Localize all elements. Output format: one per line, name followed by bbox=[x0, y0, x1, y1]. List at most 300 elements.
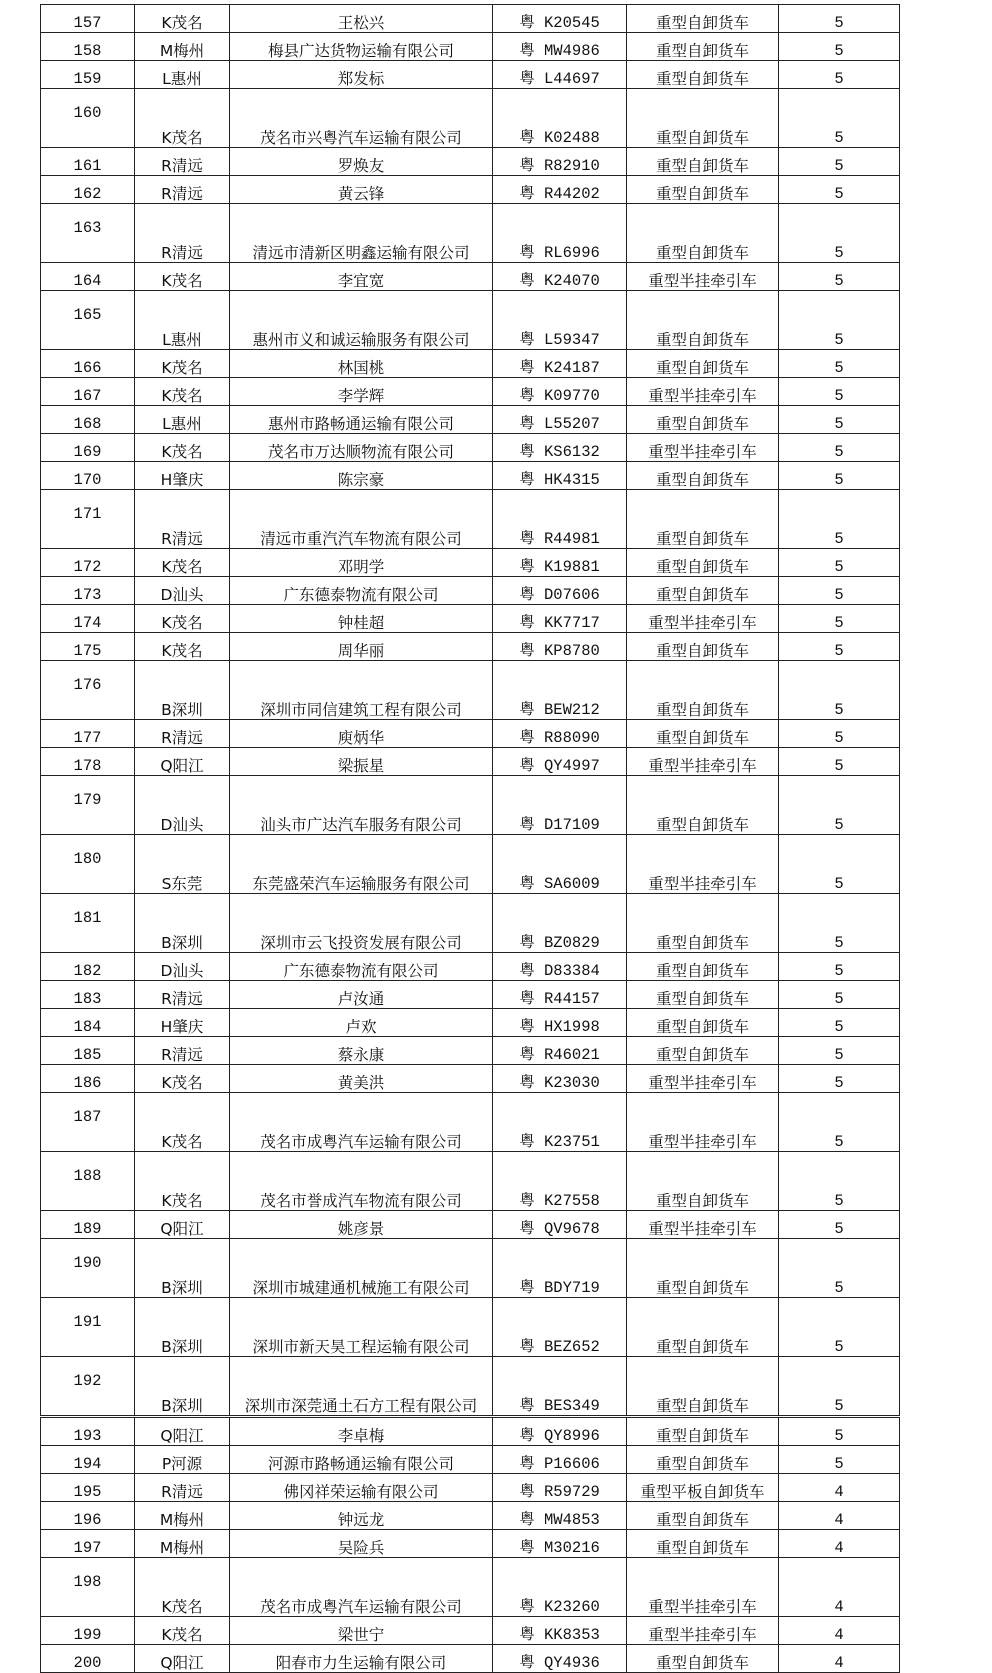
region-cell: R清远 bbox=[135, 490, 230, 549]
plate-cell: 粤 D07606 bbox=[493, 577, 627, 605]
vehicle-type-cell: 重型自卸货车 bbox=[627, 1239, 779, 1298]
table-row bbox=[41, 148, 900, 176]
score-cell: 5 bbox=[779, 1211, 900, 1239]
plate-cell: 粤 KK7717 bbox=[493, 605, 627, 633]
region-cell: R清远 bbox=[135, 720, 230, 748]
score-cell: 4 bbox=[779, 1645, 900, 1673]
owner-cell: 钟桂超 bbox=[230, 605, 493, 633]
region-cell: H肇庆 bbox=[135, 1009, 230, 1037]
score-cell: 5 bbox=[779, 894, 900, 953]
score-cell: 5 bbox=[779, 661, 900, 720]
plate-cell: 粤 BZ0829 bbox=[493, 894, 627, 953]
table-row bbox=[41, 894, 900, 953]
owner-cell: 庾炳华 bbox=[230, 720, 493, 748]
table-row bbox=[41, 5, 900, 33]
owner-cell: 李学辉 bbox=[230, 378, 493, 406]
table-row bbox=[41, 1617, 900, 1645]
vehicle-type-cell: 重型自卸货车 bbox=[627, 1298, 779, 1357]
score-cell: 5 bbox=[779, 5, 900, 33]
vehicle-type-cell: 重型自卸货车 bbox=[627, 490, 779, 549]
table-body bbox=[41, 5, 900, 1673]
owner-cell: 深圳市新天昊工程运输有限公司 bbox=[230, 1298, 493, 1357]
score-cell: 5 bbox=[779, 633, 900, 661]
table-row bbox=[41, 605, 900, 633]
region-cell: R清远 bbox=[135, 148, 230, 176]
score-cell: 5 bbox=[779, 204, 900, 263]
row-number: 195 bbox=[41, 1474, 135, 1502]
vehicle-type-cell: 重型半挂牵引车 bbox=[627, 1558, 779, 1617]
region-cell: B深圳 bbox=[135, 894, 230, 953]
table-row bbox=[41, 1298, 900, 1357]
table-row bbox=[41, 748, 900, 776]
owner-cell: 林国桃 bbox=[230, 350, 493, 378]
region-cell: K茂名 bbox=[135, 378, 230, 406]
row-number: 162 bbox=[41, 176, 135, 204]
row-number: 173 bbox=[41, 577, 135, 605]
row-number: 184 bbox=[41, 1009, 135, 1037]
region-cell: K茂名 bbox=[135, 633, 230, 661]
vehicle-type-cell: 重型自卸货车 bbox=[627, 1009, 779, 1037]
region-cell: R清远 bbox=[135, 1037, 230, 1065]
row-number: 170 bbox=[41, 462, 135, 490]
vehicle-type-cell: 重型半挂牵引车 bbox=[627, 1211, 779, 1239]
region-cell: Q阳江 bbox=[135, 748, 230, 776]
vehicle-type-cell: 重型自卸货车 bbox=[627, 1530, 779, 1558]
owner-cell: 李卓梅 bbox=[230, 1417, 493, 1446]
region-cell: L惠州 bbox=[135, 406, 230, 434]
table-row bbox=[41, 1645, 900, 1673]
region-cell: K茂名 bbox=[135, 350, 230, 378]
vehicle-type-cell: 重型半挂牵引车 bbox=[627, 748, 779, 776]
vehicle-type-cell: 重型自卸货车 bbox=[627, 1357, 779, 1417]
region-cell: K茂名 bbox=[135, 1093, 230, 1152]
owner-cell: 茂名市成粤汽车运输有限公司 bbox=[230, 1093, 493, 1152]
region-cell: K茂名 bbox=[135, 5, 230, 33]
plate-cell: 粤 QY4936 bbox=[493, 1645, 627, 1673]
score-cell: 4 bbox=[779, 1617, 900, 1645]
region-cell: Q阳江 bbox=[135, 1417, 230, 1446]
vehicle-type-cell: 重型自卸货车 bbox=[627, 1645, 779, 1673]
table-row bbox=[41, 1474, 900, 1502]
table-row bbox=[41, 720, 900, 748]
row-number: 174 bbox=[41, 605, 135, 633]
owner-cell: 吴险兵 bbox=[230, 1530, 493, 1558]
vehicle-type-cell: 重型自卸货车 bbox=[627, 204, 779, 263]
plate-cell: 粤 BDY719 bbox=[493, 1239, 627, 1298]
row-number: 197 bbox=[41, 1530, 135, 1558]
score-cell: 5 bbox=[779, 490, 900, 549]
region-cell: R清远 bbox=[135, 981, 230, 1009]
plate-cell: 粤 P16606 bbox=[493, 1446, 627, 1474]
plate-cell: 粤 KK8353 bbox=[493, 1617, 627, 1645]
owner-cell: 东莞盛荣汽车运输服务有限公司 bbox=[230, 835, 493, 894]
score-cell: 5 bbox=[779, 406, 900, 434]
plate-cell: 粤 R82910 bbox=[493, 148, 627, 176]
score-cell: 5 bbox=[779, 462, 900, 490]
region-cell: B深圳 bbox=[135, 1357, 230, 1417]
owner-cell: 钟远龙 bbox=[230, 1502, 493, 1530]
row-number: 176 bbox=[41, 661, 135, 720]
vehicle-type-cell: 重型自卸货车 bbox=[627, 953, 779, 981]
owner-cell: 卢汝通 bbox=[230, 981, 493, 1009]
row-number: 171 bbox=[41, 490, 135, 549]
table-row bbox=[41, 350, 900, 378]
table-row bbox=[41, 204, 900, 263]
score-cell: 5 bbox=[779, 378, 900, 406]
vehicle-type-cell: 重型自卸货车 bbox=[627, 1446, 779, 1474]
plate-cell: 粤 BES349 bbox=[493, 1357, 627, 1417]
region-cell: B深圳 bbox=[135, 1239, 230, 1298]
vehicle-type-cell: 重型自卸货车 bbox=[627, 1417, 779, 1446]
table-row bbox=[41, 176, 900, 204]
table-row bbox=[41, 89, 900, 148]
region-cell: H肇庆 bbox=[135, 462, 230, 490]
vehicle-type-cell: 重型半挂牵引车 bbox=[627, 1065, 779, 1093]
score-cell: 5 bbox=[779, 33, 900, 61]
vehicle-type-cell: 重型自卸货车 bbox=[627, 89, 779, 148]
plate-cell: 粤 MW4853 bbox=[493, 1502, 627, 1530]
plate-cell: 粤 KP8780 bbox=[493, 633, 627, 661]
vehicle-type-cell: 重型半挂牵引车 bbox=[627, 378, 779, 406]
region-cell: S东莞 bbox=[135, 835, 230, 894]
plate-cell: 粤 R59729 bbox=[493, 1474, 627, 1502]
score-cell: 5 bbox=[779, 1298, 900, 1357]
row-number: 198 bbox=[41, 1558, 135, 1617]
vehicle-type-cell: 重型自卸货车 bbox=[627, 1037, 779, 1065]
score-cell: 5 bbox=[779, 605, 900, 633]
owner-cell: 黄云锋 bbox=[230, 176, 493, 204]
plate-cell: 粤 M30216 bbox=[493, 1530, 627, 1558]
table-row bbox=[41, 633, 900, 661]
table-row bbox=[41, 661, 900, 720]
table-row bbox=[41, 33, 900, 61]
plate-cell: 粤 BEZ652 bbox=[493, 1298, 627, 1357]
owner-cell: 王松兴 bbox=[230, 5, 493, 33]
region-cell: D汕头 bbox=[135, 577, 230, 605]
region-cell: K茂名 bbox=[135, 1558, 230, 1617]
score-cell: 5 bbox=[779, 1152, 900, 1211]
row-number: 188 bbox=[41, 1152, 135, 1211]
vehicle-type-cell: 重型自卸货车 bbox=[627, 148, 779, 176]
row-number: 186 bbox=[41, 1065, 135, 1093]
plate-cell: 粤 R46021 bbox=[493, 1037, 627, 1065]
table-row bbox=[41, 1558, 900, 1617]
row-number: 166 bbox=[41, 350, 135, 378]
region-cell: M梅州 bbox=[135, 1530, 230, 1558]
table-row bbox=[41, 1037, 900, 1065]
score-cell: 5 bbox=[779, 291, 900, 350]
region-cell: K茂名 bbox=[135, 434, 230, 462]
plate-cell: 粤 K02488 bbox=[493, 89, 627, 148]
vehicle-type-cell: 重型半挂牵引车 bbox=[627, 434, 779, 462]
plate-cell: 粤 K23751 bbox=[493, 1093, 627, 1152]
table-row bbox=[41, 1446, 900, 1474]
row-number: 177 bbox=[41, 720, 135, 748]
table-row bbox=[41, 378, 900, 406]
plate-cell: 粤 MW4986 bbox=[493, 33, 627, 61]
score-cell: 5 bbox=[779, 1446, 900, 1474]
plate-cell: 粤 KS6132 bbox=[493, 434, 627, 462]
region-cell: M梅州 bbox=[135, 1502, 230, 1530]
owner-cell: 茂名市万达顺物流有限公司 bbox=[230, 434, 493, 462]
score-cell: 5 bbox=[779, 1009, 900, 1037]
table-row bbox=[41, 263, 900, 291]
table-row bbox=[41, 1357, 900, 1417]
region-cell: Q阳江 bbox=[135, 1211, 230, 1239]
vehicle-type-cell: 重型自卸货车 bbox=[627, 1152, 779, 1211]
vehicle-type-cell: 重型自卸货车 bbox=[627, 33, 779, 61]
owner-cell: 卢欢 bbox=[230, 1009, 493, 1037]
vehicle-type-cell: 重型半挂牵引车 bbox=[627, 263, 779, 291]
region-cell: D汕头 bbox=[135, 776, 230, 835]
owner-cell: 茂名市成粤汽车运输有限公司 bbox=[230, 1558, 493, 1617]
score-cell: 5 bbox=[779, 176, 900, 204]
score-cell: 5 bbox=[779, 434, 900, 462]
row-number: 167 bbox=[41, 378, 135, 406]
owner-cell: 茂名市誉成汽车物流有限公司 bbox=[230, 1152, 493, 1211]
owner-cell: 清远市清新区明鑫运输有限公司 bbox=[230, 204, 493, 263]
region-cell: L惠州 bbox=[135, 61, 230, 89]
plate-cell: 粤 HK4315 bbox=[493, 462, 627, 490]
table-row bbox=[41, 406, 900, 434]
row-number: 191 bbox=[41, 1298, 135, 1357]
row-number: 185 bbox=[41, 1037, 135, 1065]
table-row bbox=[41, 953, 900, 981]
score-cell: 5 bbox=[779, 1065, 900, 1093]
vehicle-type-cell: 重型自卸货车 bbox=[627, 462, 779, 490]
table-row bbox=[41, 1417, 900, 1446]
row-number: 169 bbox=[41, 434, 135, 462]
region-cell: R清远 bbox=[135, 1474, 230, 1502]
table-row bbox=[41, 1530, 900, 1558]
row-number: 161 bbox=[41, 148, 135, 176]
score-cell: 5 bbox=[779, 148, 900, 176]
owner-cell: 周华丽 bbox=[230, 633, 493, 661]
region-cell: K茂名 bbox=[135, 1617, 230, 1645]
score-cell: 4 bbox=[779, 1474, 900, 1502]
region-cell: K茂名 bbox=[135, 1065, 230, 1093]
table-row bbox=[41, 981, 900, 1009]
vehicle-type-cell: 重型自卸货车 bbox=[627, 981, 779, 1009]
plate-cell: 粤 R44202 bbox=[493, 176, 627, 204]
row-number: 172 bbox=[41, 549, 135, 577]
row-number: 181 bbox=[41, 894, 135, 953]
row-number: 163 bbox=[41, 204, 135, 263]
owner-cell: 罗焕友 bbox=[230, 148, 493, 176]
vehicle-type-cell: 重型自卸货车 bbox=[627, 1502, 779, 1530]
table-row bbox=[41, 835, 900, 894]
plate-cell: 粤 R88090 bbox=[493, 720, 627, 748]
row-number: 178 bbox=[41, 748, 135, 776]
table-row bbox=[41, 291, 900, 350]
row-number: 182 bbox=[41, 953, 135, 981]
score-cell: 5 bbox=[779, 748, 900, 776]
owner-cell: 广东德泰物流有限公司 bbox=[230, 577, 493, 605]
region-cell: K茂名 bbox=[135, 1152, 230, 1211]
table-row bbox=[41, 61, 900, 89]
score-cell: 5 bbox=[779, 720, 900, 748]
score-cell: 5 bbox=[779, 549, 900, 577]
score-cell: 5 bbox=[779, 1239, 900, 1298]
score-cell: 4 bbox=[779, 1502, 900, 1530]
plate-cell: 粤 K23030 bbox=[493, 1065, 627, 1093]
plate-cell: 粤 K20545 bbox=[493, 5, 627, 33]
vehicle-type-cell: 重型半挂牵引车 bbox=[627, 835, 779, 894]
plate-cell: 粤 L59347 bbox=[493, 291, 627, 350]
score-cell: 5 bbox=[779, 953, 900, 981]
owner-cell: 广东德泰物流有限公司 bbox=[230, 953, 493, 981]
region-cell: M梅州 bbox=[135, 33, 230, 61]
row-number: 168 bbox=[41, 406, 135, 434]
owner-cell: 蔡永康 bbox=[230, 1037, 493, 1065]
score-cell: 5 bbox=[779, 1357, 900, 1417]
score-cell: 5 bbox=[779, 835, 900, 894]
row-number: 190 bbox=[41, 1239, 135, 1298]
vehicle-type-cell: 重型自卸货车 bbox=[627, 661, 779, 720]
plate-cell: 粤 D17109 bbox=[493, 776, 627, 835]
owner-cell: 梅县广达货物运输有限公司 bbox=[230, 33, 493, 61]
row-number: 159 bbox=[41, 61, 135, 89]
plate-cell: 粤 K19881 bbox=[493, 549, 627, 577]
plate-cell: 粤 QY8996 bbox=[493, 1417, 627, 1446]
plate-cell: 粤 K23260 bbox=[493, 1558, 627, 1617]
score-cell: 5 bbox=[779, 776, 900, 835]
region-cell: K茂名 bbox=[135, 549, 230, 577]
vehicle-type-cell: 重型半挂牵引车 bbox=[627, 1617, 779, 1645]
table-row bbox=[41, 549, 900, 577]
region-cell: R清远 bbox=[135, 176, 230, 204]
region-cell: K茂名 bbox=[135, 89, 230, 148]
table-row bbox=[41, 1065, 900, 1093]
row-number: 194 bbox=[41, 1446, 135, 1474]
row-number: 175 bbox=[41, 633, 135, 661]
vehicle-type-cell: 重型自卸货车 bbox=[627, 406, 779, 434]
row-number: 187 bbox=[41, 1093, 135, 1152]
owner-cell: 茂名市兴粤汽车运输有限公司 bbox=[230, 89, 493, 148]
row-number: 158 bbox=[41, 33, 135, 61]
vehicle-type-cell: 重型平板自卸货车 bbox=[627, 1474, 779, 1502]
plate-cell: 粤 QY4997 bbox=[493, 748, 627, 776]
row-number: 157 bbox=[41, 5, 135, 33]
vehicle-type-cell: 重型自卸货车 bbox=[627, 577, 779, 605]
plate-cell: 粤 BEW212 bbox=[493, 661, 627, 720]
region-cell: Q阳江 bbox=[135, 1645, 230, 1673]
owner-cell: 深圳市深莞通土石方工程有限公司 bbox=[230, 1357, 493, 1417]
region-cell: P河源 bbox=[135, 1446, 230, 1474]
vehicle-type-cell: 重型自卸货车 bbox=[627, 176, 779, 204]
owner-cell: 邓明学 bbox=[230, 549, 493, 577]
region-cell: B深圳 bbox=[135, 661, 230, 720]
owner-cell: 惠州市路畅通运输有限公司 bbox=[230, 406, 493, 434]
row-number: 199 bbox=[41, 1617, 135, 1645]
plate-cell: 粤 SA6009 bbox=[493, 835, 627, 894]
plate-cell: 粤 D83384 bbox=[493, 953, 627, 981]
score-cell: 5 bbox=[779, 1093, 900, 1152]
region-cell: K茂名 bbox=[135, 263, 230, 291]
score-cell: 4 bbox=[779, 1530, 900, 1558]
owner-cell: 佛冈祥荣运输有限公司 bbox=[230, 1474, 493, 1502]
owner-cell: 陈宗豪 bbox=[230, 462, 493, 490]
plate-cell: 粤 L44697 bbox=[493, 61, 627, 89]
table-row bbox=[41, 1152, 900, 1211]
vehicle-type-cell: 重型自卸货车 bbox=[627, 291, 779, 350]
owner-cell: 梁振星 bbox=[230, 748, 493, 776]
row-number: 196 bbox=[41, 1502, 135, 1530]
region-cell: D汕头 bbox=[135, 953, 230, 981]
owner-cell: 河源市路畅通运输有限公司 bbox=[230, 1446, 493, 1474]
vehicle-type-cell: 重型自卸货车 bbox=[627, 720, 779, 748]
score-cell: 5 bbox=[779, 981, 900, 1009]
vehicle-list-table bbox=[40, 4, 900, 1673]
owner-cell: 清远市重汽汽车物流有限公司 bbox=[230, 490, 493, 549]
row-number: 160 bbox=[41, 89, 135, 148]
plate-cell: 粤 R44981 bbox=[493, 490, 627, 549]
owner-cell: 黄美洪 bbox=[230, 1065, 493, 1093]
score-cell: 5 bbox=[779, 350, 900, 378]
owner-cell: 姚彦景 bbox=[230, 1211, 493, 1239]
owner-cell: 深圳市同信建筑工程有限公司 bbox=[230, 661, 493, 720]
row-number: 192 bbox=[41, 1357, 135, 1417]
plate-cell: 粤 RL6996 bbox=[493, 204, 627, 263]
vehicle-type-cell: 重型自卸货车 bbox=[627, 633, 779, 661]
table-row bbox=[41, 776, 900, 835]
table-row bbox=[41, 1009, 900, 1037]
table-row bbox=[41, 1239, 900, 1298]
row-number: 164 bbox=[41, 263, 135, 291]
vehicle-type-cell: 重型半挂牵引车 bbox=[627, 1093, 779, 1152]
table-row bbox=[41, 1093, 900, 1152]
score-cell: 5 bbox=[779, 61, 900, 89]
plate-cell: 粤 K24187 bbox=[493, 350, 627, 378]
table-row bbox=[41, 490, 900, 549]
owner-cell: 汕头市广达汽车服务有限公司 bbox=[230, 776, 493, 835]
plate-cell: 粤 K27558 bbox=[493, 1152, 627, 1211]
table-row bbox=[41, 434, 900, 462]
row-number: 180 bbox=[41, 835, 135, 894]
owner-cell: 郑发标 bbox=[230, 61, 493, 89]
plate-cell: 粤 QV9678 bbox=[493, 1211, 627, 1239]
vehicle-type-cell: 重型自卸货车 bbox=[627, 894, 779, 953]
row-number: 183 bbox=[41, 981, 135, 1009]
row-number: 193 bbox=[41, 1417, 135, 1446]
owner-cell: 惠州市义和诚运输服务有限公司 bbox=[230, 291, 493, 350]
owner-cell: 李宜宽 bbox=[230, 263, 493, 291]
vehicle-type-cell: 重型自卸货车 bbox=[627, 5, 779, 33]
vehicle-type-cell: 重型自卸货车 bbox=[627, 776, 779, 835]
region-cell: B深圳 bbox=[135, 1298, 230, 1357]
plate-cell: 粤 K24070 bbox=[493, 263, 627, 291]
table-row bbox=[41, 462, 900, 490]
plate-cell: 粤 K09770 bbox=[493, 378, 627, 406]
table-row bbox=[41, 577, 900, 605]
vehicle-type-cell: 重型半挂牵引车 bbox=[627, 605, 779, 633]
score-cell: 4 bbox=[779, 1558, 900, 1617]
region-cell: R清远 bbox=[135, 204, 230, 263]
owner-cell: 梁世宁 bbox=[230, 1617, 493, 1645]
plate-cell: 粤 HX1998 bbox=[493, 1009, 627, 1037]
owner-cell: 阳春市力生运输有限公司 bbox=[230, 1645, 493, 1673]
vehicle-type-cell: 重型自卸货车 bbox=[627, 61, 779, 89]
row-number: 165 bbox=[41, 291, 135, 350]
owner-cell: 深圳市云飞投资发展有限公司 bbox=[230, 894, 493, 953]
row-number: 179 bbox=[41, 776, 135, 835]
score-cell: 5 bbox=[779, 89, 900, 148]
vehicle-type-cell: 重型自卸货车 bbox=[627, 350, 779, 378]
row-number: 200 bbox=[41, 1645, 135, 1673]
vehicle-type-cell: 重型自卸货车 bbox=[627, 549, 779, 577]
plate-cell: 粤 L55207 bbox=[493, 406, 627, 434]
score-cell: 5 bbox=[779, 263, 900, 291]
